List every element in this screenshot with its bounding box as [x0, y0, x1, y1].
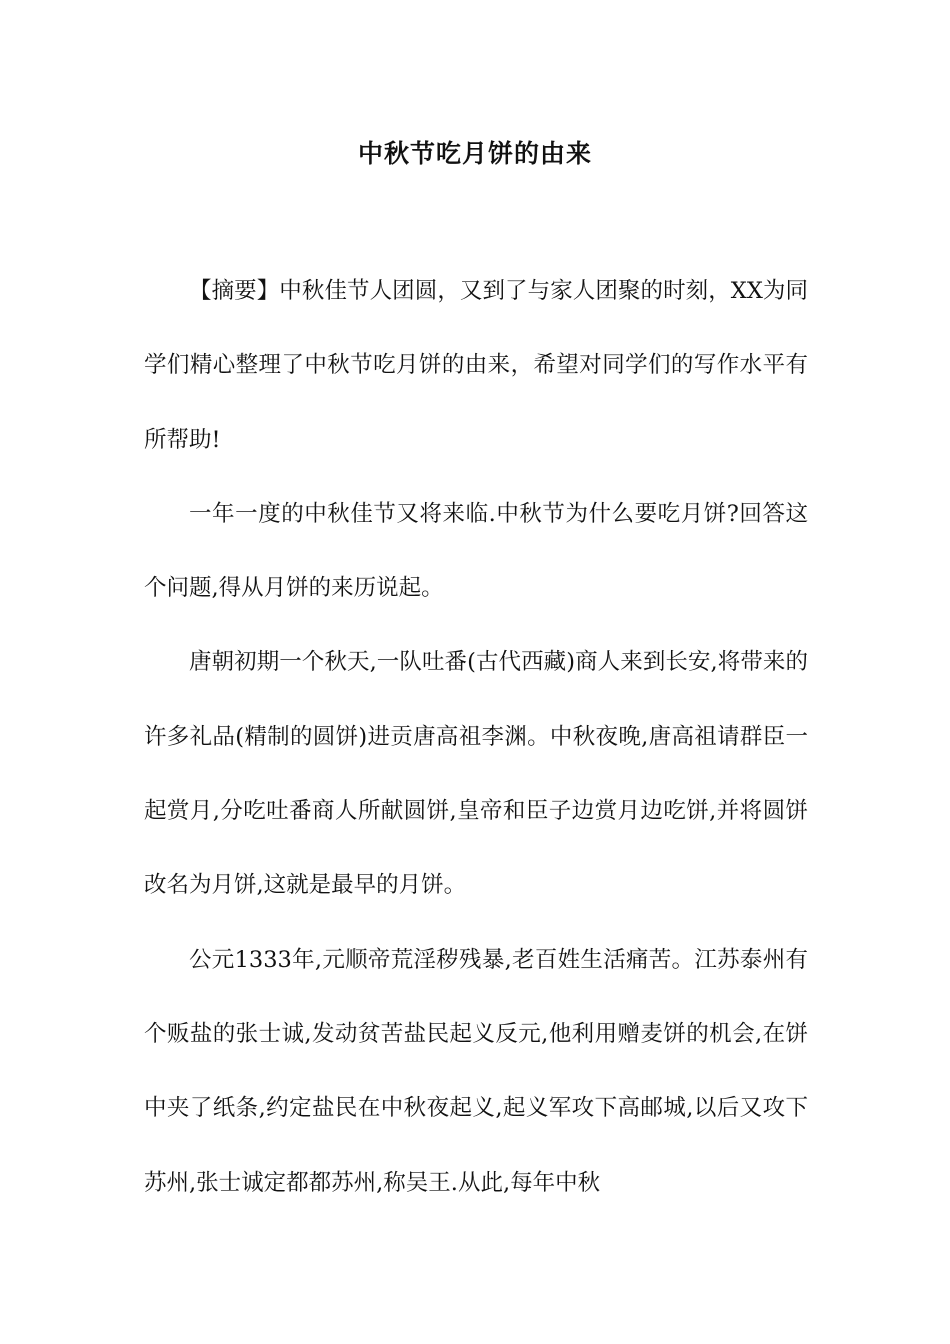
- paragraph-tang-dynasty: 唐朝初期一个秋天,一队吐番(古代西藏)商人来到长安,将带来的许多礼品(精制的圆饼)进贡唐高祖李渊。中秋夜晚,唐高祖请群臣一起赏月,分吃吐番商人所献圆饼,皇帝和臣子边赏月边吃饼,并将圆饼改名为月饼,这就是最早的月饼。: [144, 649, 808, 899]
- page-title: 中秋节吃月饼的由来: [357, 139, 592, 168]
- document-body: [144, 254, 808, 1220]
- paragraph-intro: 一年一度的中秋佳节又将来临.中秋节为什么要吃月饼?回答这个问题,得从月饼的来历说起。: [144, 500, 808, 602]
- paragraph-yuan-dynasty: 公元1333年,元顺帝荒淫秽残暴,老百姓生活痛苦。江苏泰州有个贩盐的张士诚,发动贫苦盐民起义反元,他利用赠麦饼的机会,在饼中夹了纸条,约定盐民在中秋夜起义,起义军攻下高邮城,以后又攻下苏州,张士诚定都都苏州,称吴王.从此,每年中秋: [144, 946, 808, 1196]
- paragraph-abstract: 【摘要】中秋佳节人团圆，又到了与家人团聚的时刻，XX为同学们精心整理了中秋节吃月饼的由来，希望对同学们的写作水平有所帮助!: [144, 278, 808, 453]
